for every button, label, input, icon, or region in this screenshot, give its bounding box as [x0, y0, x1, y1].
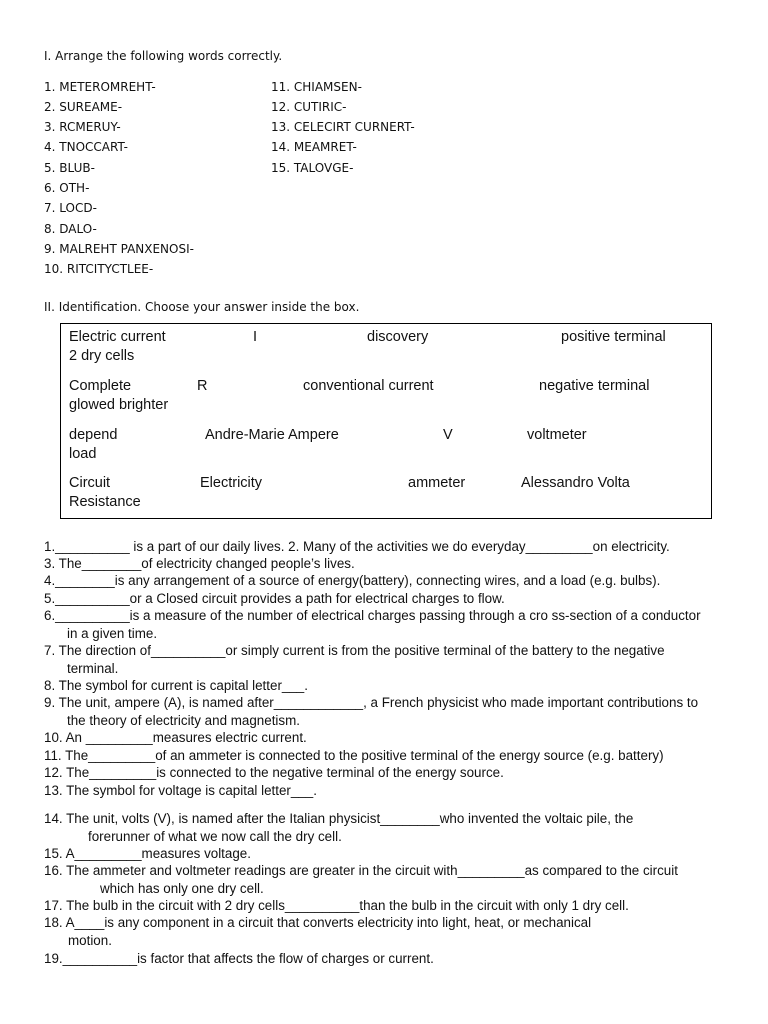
- choice-item: R: [197, 378, 208, 394]
- choice-item: voltmeter: [527, 427, 587, 443]
- question-line: 12. The_________is connected to the negative terminal of the energy source.: [44, 765, 504, 780]
- choice-item: Electricity: [200, 475, 263, 491]
- word-item: 7. LOCD-: [44, 201, 97, 215]
- word-item: 13. CELECIRT CURNERT-: [271, 120, 415, 134]
- question-line: 6.__________is a measure of the number of electrical charges passing through a cro ss-section of a conductor: [44, 608, 701, 623]
- question-line: 19.__________is factor that affects the flow of charges or current.: [44, 951, 434, 966]
- choice-item: Andre-Marie Ampere: [205, 427, 339, 443]
- question-line: the theory of electricity and magnetism.: [67, 713, 300, 728]
- choice-item: discovery: [367, 329, 429, 345]
- word-item: 4. TNOCCART-: [44, 140, 129, 154]
- question-line: in a given time.: [67, 626, 158, 641]
- question-line: 5.__________or a Closed circuit provides a path for electrical charges to flow.: [44, 591, 505, 606]
- word-item: 2. SUREAME-: [44, 100, 123, 114]
- question-line: 14. The unit, volts (V), is named after the Italian physicist________who invented the voltaic pile, the: [44, 811, 634, 826]
- choice-item: positive terminal: [561, 329, 666, 345]
- answer-box: [60, 323, 712, 519]
- word-item: 11. CHIAMSEN-: [271, 80, 362, 94]
- question-line: 8. The symbol for current is capital letter___.: [44, 678, 308, 693]
- choice-item: conventional current: [303, 378, 434, 394]
- choice-item: glowed brighter: [69, 397, 169, 413]
- part2-heading: II. Identification. Choose your answer inside the box.: [44, 300, 360, 314]
- question-line: 4.________is any arrangement of a source of energy(battery), connecting wires, and a load (e.g. bulbs).: [44, 573, 661, 588]
- question-line: motion.: [68, 933, 112, 948]
- choice-item: 2 dry cells: [69, 348, 135, 364]
- question-line: 3. The________of electricity changed people’s lives.: [44, 556, 355, 571]
- word-item: 12. CUTIRIC-: [271, 100, 347, 114]
- choice-item: Resistance: [69, 494, 141, 510]
- choice-item: depend: [69, 427, 118, 443]
- question-line: 11. The_________of an ammeter is connected to the positive terminal of the energy source (e.g. battery): [44, 748, 664, 763]
- word-item: 3. RCMERUY-: [44, 120, 121, 134]
- choice-item: Electric current: [69, 329, 166, 345]
- question-line: terminal.: [67, 661, 119, 676]
- choice-item: ammeter: [408, 475, 466, 491]
- part1-heading: I. Arrange the following words correctly.: [44, 49, 283, 63]
- word-item: 1. METEROMREHT-: [44, 80, 156, 94]
- question-line: 18. A____is any component in a circuit that converts electricity into light, heat, or mechanical: [44, 915, 592, 930]
- choice-item: Complete: [69, 378, 132, 394]
- question-line: 9. The unit, ampere (A), is named after____________, a French physicist who made important contributions to: [44, 695, 699, 710]
- question-line: 15. A_________measures voltage.: [44, 846, 251, 861]
- question-line: 7. The direction of__________or simply current is from the positive terminal of the battery to the negative: [44, 643, 665, 658]
- word-item: 9. MALREHT PANXENOSI-: [44, 242, 194, 256]
- question-line: 10. An _________measures electric current.: [44, 730, 307, 745]
- word-item: 6. OTH-: [44, 181, 90, 195]
- word-item: 10. RITCITYCTLEE-: [44, 262, 154, 276]
- choice-item: Circuit: [69, 475, 111, 491]
- choice-item: load: [69, 446, 97, 462]
- word-item: 5. BLUB-: [44, 161, 95, 175]
- choice-item: I: [253, 329, 258, 345]
- question-line: 17. The bulb in the circuit with 2 dry cells__________than the bulb in the circuit with only 1 dry cell.: [44, 898, 629, 913]
- question-line: 13. The symbol for voltage is capital letter___.: [44, 783, 317, 798]
- question-line: forerunner of what we now call the dry cell.: [88, 829, 342, 844]
- question-line: 1.__________ is a part of our daily lives. 2. Many of the activities we do everyday_________on electricity.: [44, 539, 670, 554]
- word-item: 8. DALO-: [44, 222, 97, 236]
- question-line: 16. The ammeter and voltmeter readings are greater in the circuit with_________as compared to the circuit: [44, 863, 678, 878]
- word-item: 14. MEAMRET-: [271, 140, 357, 154]
- choice-item: negative terminal: [539, 378, 650, 394]
- question-line: which has only one dry cell.: [100, 881, 264, 896]
- choice-item: V: [443, 427, 453, 443]
- word-item: 15. TALOVGE-: [271, 161, 354, 175]
- choice-item: Alessandro Volta: [521, 475, 630, 491]
